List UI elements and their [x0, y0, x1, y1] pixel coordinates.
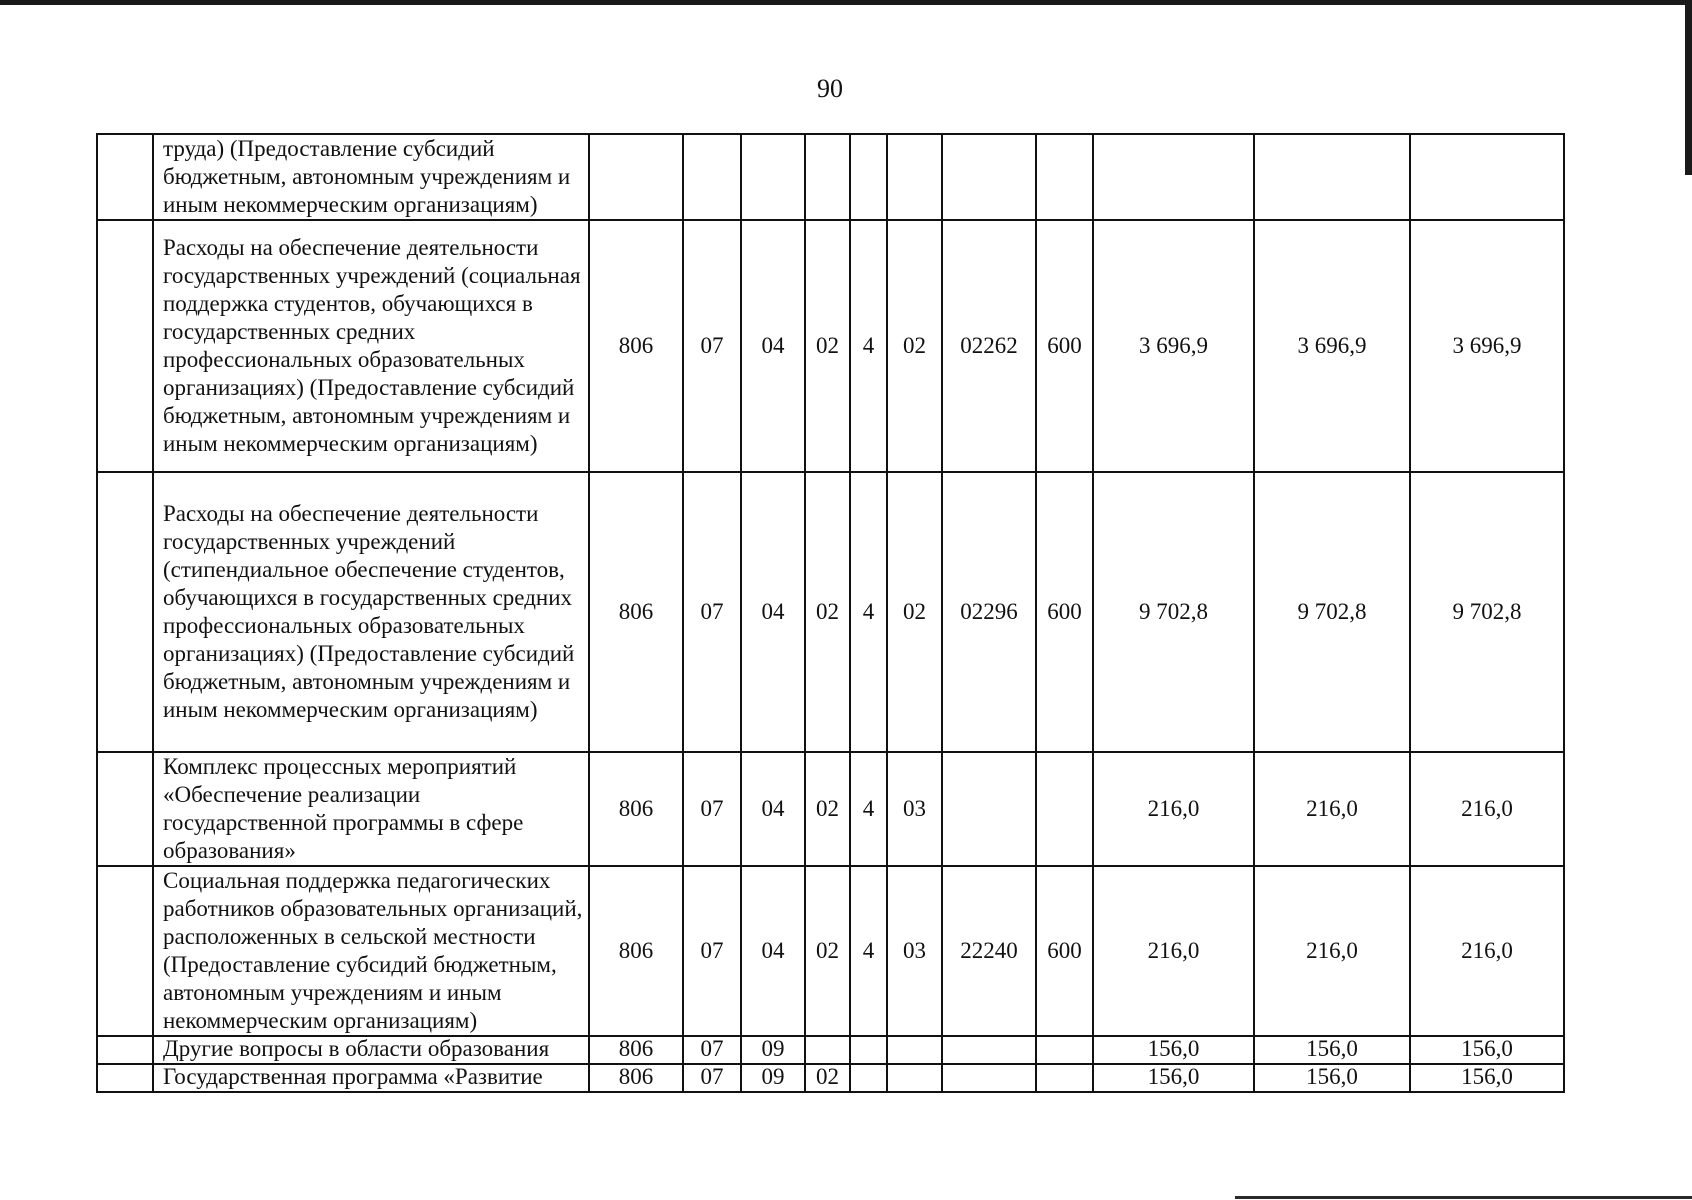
scan-right-edge: [1685, 0, 1692, 175]
description-cell: Государственная программа «Развитие: [153, 1064, 589, 1092]
description-cell: труда) (Предоставление субсидий бюджетным, автономным учреждениям и иным некоммерческим организациям): [153, 134, 589, 220]
description-cell: Расходы на обеспечение деятельности государственных учреждений (социальная поддержка студентов, обучающихся в государственных средних профессиональных образовательных организациях) (Предоставление субсидий бюджетным, автономным учреждениям и иным некоммерческим организациям): [153, 220, 589, 472]
amount-year1-cell: 216,0: [1093, 752, 1254, 866]
subprogram-code-cell: [887, 134, 942, 220]
ministry-code-cell: 806: [589, 1036, 683, 1064]
expense-type-cell: [1036, 752, 1093, 866]
amount-year3-cell: [1410, 134, 1564, 220]
program-code-cell: 02: [805, 472, 850, 752]
amount-year2-cell: 156,0: [1254, 1036, 1410, 1064]
expense-direction-cell: [942, 752, 1036, 866]
expense-type-cell: [1036, 134, 1093, 220]
subprogram-code-cell: 03: [887, 866, 942, 1036]
row-index-cell: [97, 1036, 153, 1064]
amount-year1-cell: [1093, 134, 1254, 220]
program-type-cell: 4: [850, 866, 887, 1036]
program-type-cell: 4: [850, 472, 887, 752]
amount-year2-cell: 216,0: [1254, 752, 1410, 866]
subsection-code-cell: 09: [741, 1064, 805, 1092]
subprogram-code-cell: 02: [887, 472, 942, 752]
program-code-cell: [805, 134, 850, 220]
expense-type-cell: [1036, 1064, 1093, 1092]
program-type-cell: [850, 1064, 887, 1092]
row-index-cell: [97, 134, 153, 220]
expense-type-cell: 600: [1036, 866, 1093, 1036]
table-row: [97, 472, 1564, 752]
expense-direction-cell: 02296: [942, 472, 1036, 752]
row-index-cell: [97, 220, 153, 472]
amount-year1-cell: 216,0: [1093, 866, 1254, 1036]
subsection-code-cell: 04: [741, 866, 805, 1036]
program-type-cell: 4: [850, 220, 887, 472]
expense-direction-cell: [942, 1064, 1036, 1092]
table-row: [97, 134, 1564, 220]
section-code-cell: 07: [683, 1064, 741, 1092]
subsection-code-cell: 09: [741, 1036, 805, 1064]
ministry-code-cell: 806: [589, 752, 683, 866]
amount-year1-cell: 156,0: [1093, 1064, 1254, 1092]
subprogram-code-cell: [887, 1064, 942, 1092]
subprogram-code-cell: 02: [887, 220, 942, 472]
row-index-cell: [97, 866, 153, 1036]
subprogram-code-cell: [887, 1036, 942, 1064]
expense-direction-cell: [942, 134, 1036, 220]
amount-year2-cell: [1254, 134, 1410, 220]
table-row: [97, 220, 1564, 472]
amount-year1-cell: 156,0: [1093, 1036, 1254, 1064]
amount-year1-cell: 9 702,8: [1093, 472, 1254, 752]
expense-direction-cell: 02262: [942, 220, 1036, 472]
subsection-code-cell: [741, 134, 805, 220]
ministry-code-cell: [589, 134, 683, 220]
expense-type-cell: 600: [1036, 220, 1093, 472]
description-cell: Расходы на обеспечение деятельности государственных учреждений (стипендиальное обеспечение студентов, обучающихся в государственных средних профессиональных образовательных организациях) (Предоставление субсидий бюджетным, автономным учреждениям и иным некоммерческим организациям): [153, 472, 589, 752]
scan-bottom-edge: [1235, 1196, 1692, 1199]
amount-year3-cell: 156,0: [1410, 1036, 1564, 1064]
table-row: [97, 1036, 1564, 1064]
row-index-cell: [97, 472, 153, 752]
subprogram-code-cell: 03: [887, 752, 942, 866]
expense-direction-cell: 22240: [942, 866, 1036, 1036]
section-code-cell: [683, 134, 741, 220]
table-row: [97, 866, 1564, 1036]
program-code-cell: 02: [805, 1064, 850, 1092]
amount-year3-cell: 156,0: [1410, 1064, 1564, 1092]
program-code-cell: 02: [805, 866, 850, 1036]
expense-type-cell: 600: [1036, 472, 1093, 752]
amount-year3-cell: 9 702,8: [1410, 472, 1564, 752]
amount-year2-cell: 3 696,9: [1254, 220, 1410, 472]
section-code-cell: 07: [683, 866, 741, 1036]
row-index-cell: [97, 1064, 153, 1092]
section-code-cell: 07: [683, 220, 741, 472]
amount-year3-cell: 3 696,9: [1410, 220, 1564, 472]
description-cell: Социальная поддержка педагогических работников образовательных организаций, расположенных в сельской местности (Предоставление субсидий бюджетным, автономным учреждениям и иным некоммерческим организациям): [153, 866, 589, 1036]
budget-table: [96, 133, 1565, 1093]
scan-top-edge: [0, 0, 1692, 5]
table-row: [97, 752, 1564, 866]
ministry-code-cell: 806: [589, 472, 683, 752]
amount-year3-cell: 216,0: [1410, 752, 1564, 866]
program-code-cell: [805, 1036, 850, 1064]
amount-year2-cell: 216,0: [1254, 866, 1410, 1036]
program-type-cell: [850, 134, 887, 220]
amount-year2-cell: 156,0: [1254, 1064, 1410, 1092]
page-number: 90: [817, 74, 843, 103]
amount-year3-cell: 216,0: [1410, 866, 1564, 1036]
program-code-cell: 02: [805, 220, 850, 472]
section-code-cell: 07: [683, 752, 741, 866]
ministry-code-cell: 806: [589, 220, 683, 472]
program-type-cell: [850, 1036, 887, 1064]
subsection-code-cell: 04: [741, 752, 805, 866]
description-cell: Другие вопросы в области образования: [153, 1036, 589, 1064]
section-code-cell: 07: [683, 472, 741, 752]
amount-year2-cell: 9 702,8: [1254, 472, 1410, 752]
subsection-code-cell: 04: [741, 220, 805, 472]
section-code-cell: 07: [683, 1036, 741, 1064]
program-type-cell: 4: [850, 752, 887, 866]
subsection-code-cell: 04: [741, 472, 805, 752]
amount-year1-cell: 3 696,9: [1093, 220, 1254, 472]
ministry-code-cell: 806: [589, 1064, 683, 1092]
expense-type-cell: [1036, 1036, 1093, 1064]
ministry-code-cell: 806: [589, 866, 683, 1036]
program-code-cell: 02: [805, 752, 850, 866]
description-cell: Комплекс процессных мероприятий «Обеспечение реализации государственной программы в сфере образования»: [153, 752, 589, 866]
row-index-cell: [97, 752, 153, 866]
table-row: [97, 1064, 1564, 1092]
expense-direction-cell: [942, 1036, 1036, 1064]
